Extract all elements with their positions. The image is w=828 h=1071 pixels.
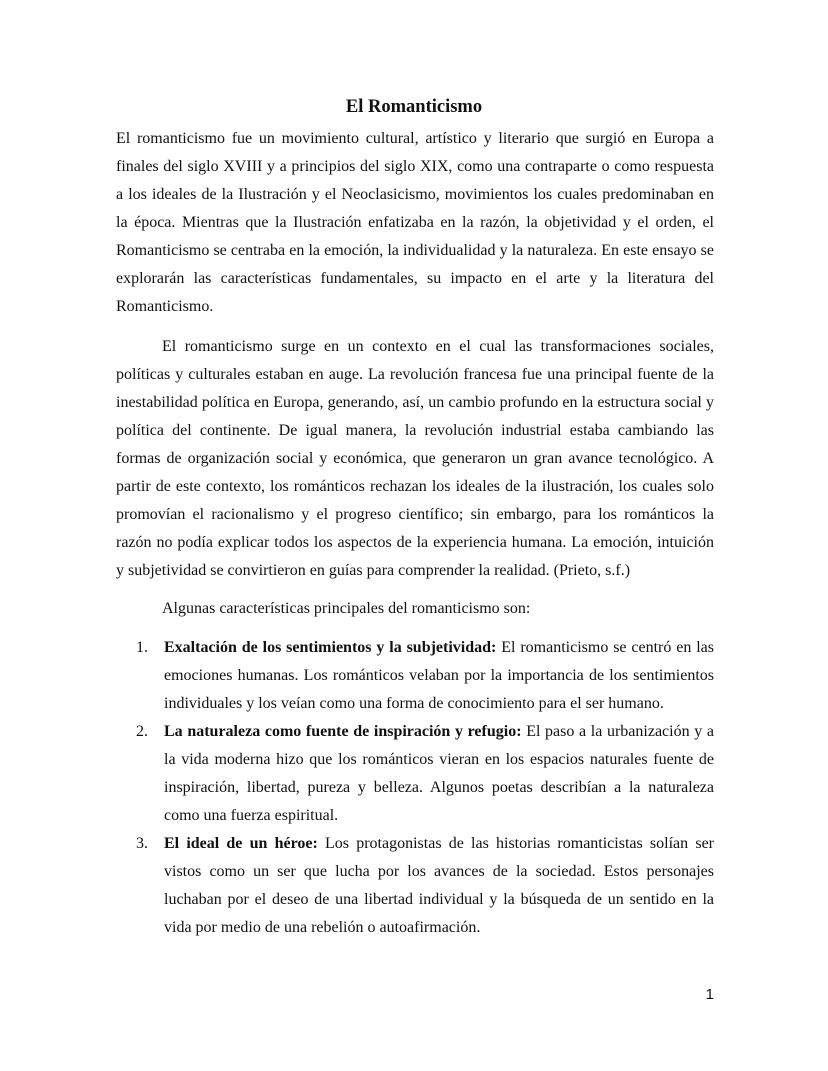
list-item-number: 2. (136, 723, 148, 740)
list-item-term: La naturaleza como fuente de inspiración y refugio: (164, 723, 522, 740)
characteristics-intro: Algunas características principales del romanticismo son: (162, 600, 531, 617)
intro-paragraph: El romanticismo fue un movimiento cultural, artístico y literario que surgió en Europa a finales del siglo XVIII y a principios del siglo XIX, como una contraparte o como respuesta a los ideales de la Ilustración y el Neoclasicismo, movimientos los cuales predominaban en la época. Mientras que la Ilustración enfatizaba en la razón, la objetividad y el orden, el Romanticismo se centraba en la emoción, la individualidad y la naturaleza. En este ensayo se explorarán las características fundamentales, su impacto en el arte y la literatura del Romanticismo. (116, 130, 714, 315)
list-item-text: El paso a la urbanización y a la vida moderna hizo que los románticos vieran en los espacios naturales fuente de inspiración, libertad, pureza y belleza. Algunos poetas describían a la naturaleza como una fuerza espiritual. (164, 723, 715, 824)
list-item-term: El ideal de un héroe: (164, 835, 318, 852)
list-item-text: El romanticismo se centró en las emociones humanas. Los románticos velaban por la importancia de los sentimientos individuales y los veían como una forma de conocimiento para el ser humano. (164, 639, 714, 712)
list-item (116, 634, 714, 718)
list-item (116, 718, 714, 830)
page-number: 1 (705, 986, 714, 1003)
context-paragraph: El romanticismo surge en un contexto en el cual las transformaciones sociales, políticas y culturales estaban en auge. La revolución francesa fue una principal fuente de la inestabilidad política en Europa, generando, así, un cambio profundo en la estructura social y política del continente. De igual manera, la revolución industrial estaba cambiando las formas de organización social y económica, que generaron un gran avance tecnológico. A partir de este contexto, los románticos rechazan los ideales de la ilustración, los cuales solo promovían el racionalismo y el progreso científico; sin embargo, para los románticos la razón no podía explicar todos los aspectos de la experiencia humana. La emoción, intuición y subjetividad se convirtieron en guías para comprender la realidad. (Prieto, s.f.) (116, 338, 714, 579)
document-title: El Romanticismo (345, 97, 483, 117)
list-item-number: 1. (136, 639, 148, 656)
list-item-number: 3. (136, 835, 148, 852)
list-item (116, 830, 714, 942)
characteristics-list (116, 634, 714, 942)
list-item-term: Exaltación de los sentimientos y la subjetividad: (164, 639, 497, 656)
list-item-text: Los protagonistas de las historias romanticistas solían ser vistos como un ser que lucha por los avances de la sociedad. Estos personajes luchaban por el deseo de una libertad individual y la búsqueda de un sentido en la vida por medio de una rebelión o autoafirmación. (164, 835, 714, 936)
